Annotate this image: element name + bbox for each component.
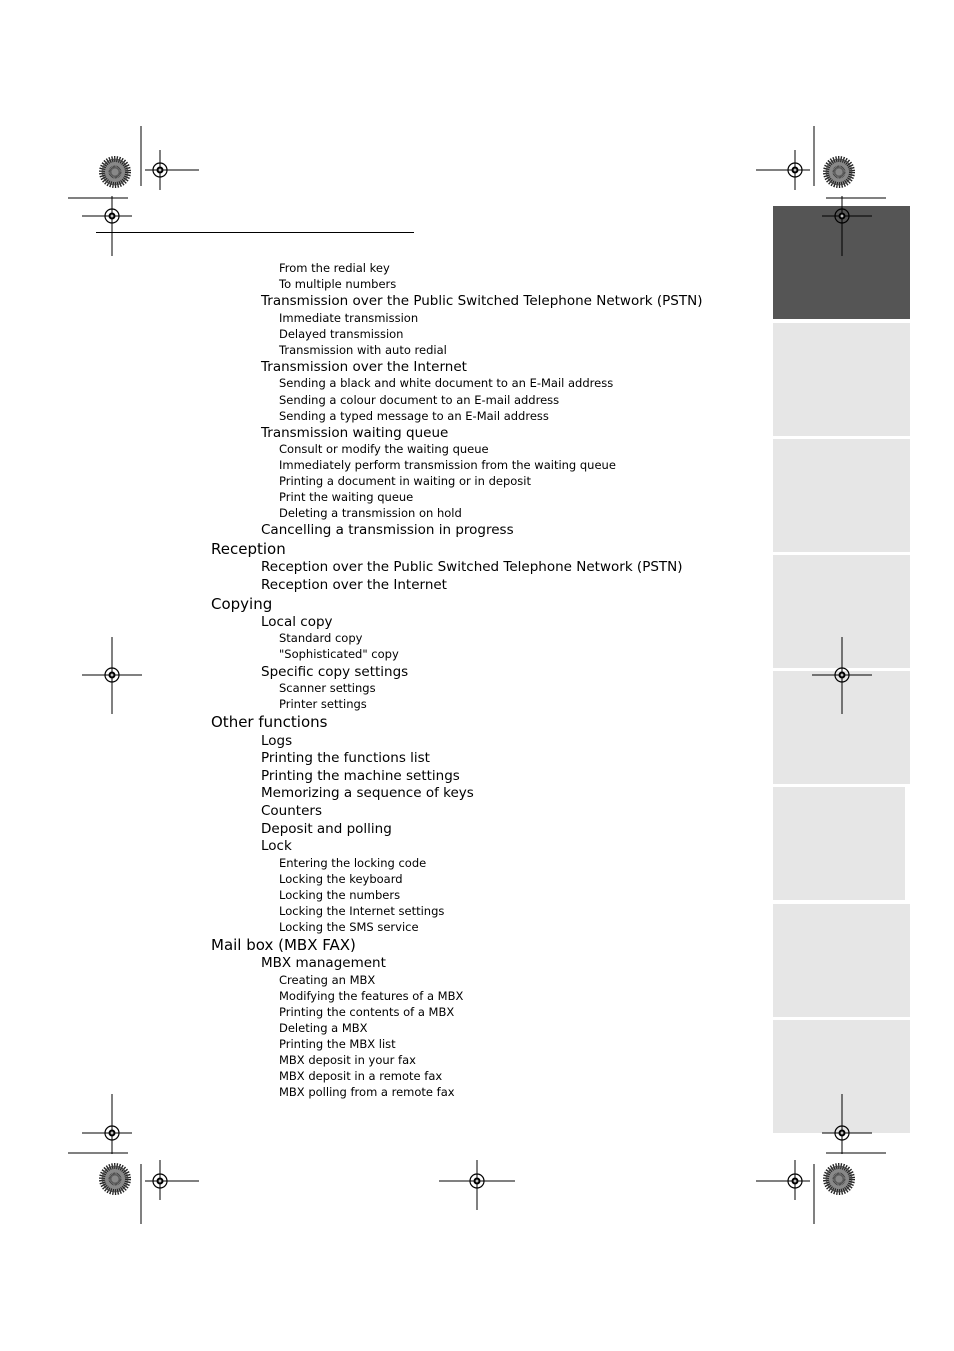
toc-entry: Lock: [261, 838, 292, 854]
registration-mark: [82, 637, 142, 714]
toc-entry: To multiple numbers: [279, 277, 397, 291]
toc-section-heading: Copying: [211, 595, 273, 613]
toc-entry: Printing the machine settings: [261, 768, 460, 784]
toc-entry: Locking the SMS service: [279, 920, 419, 934]
toc-entry: Printing a document in waiting or in deposit: [279, 474, 531, 488]
toc-entry: Entering the locking code: [279, 856, 427, 870]
toc-entry: Reception over the Public Switched Telephone Network (PSTN): [261, 559, 683, 575]
toc-entry: Consult or modify the waiting queue: [279, 442, 489, 456]
toc-entry: Delayed transmission: [279, 327, 404, 341]
toc-entry: Printing the contents of a MBX: [279, 1005, 455, 1019]
registration-mark: [439, 1160, 515, 1210]
toc-entry: Printer settings: [279, 697, 367, 711]
toc-entry: Counters: [261, 803, 322, 819]
toc-entry: Printing the MBX list: [279, 1037, 396, 1051]
toc-entry: Deposit and polling: [261, 821, 392, 837]
toc-section-heading: Other functions: [211, 713, 328, 731]
toc-entry: Locking the keyboard: [279, 872, 403, 886]
toc-entry: Reception over the Internet: [261, 577, 447, 593]
toc-entry: Standard copy: [279, 631, 363, 645]
toc-entry: Locking the Internet settings: [279, 904, 445, 918]
toc-entry: Local copy: [261, 614, 333, 630]
registration-mark: [756, 1094, 886, 1224]
toc-entry: Sending a colour document to an E-mail address: [279, 393, 560, 407]
registration-mark: [68, 1094, 199, 1224]
toc-entry: Immediately perform transmission from the waiting queue: [279, 458, 616, 472]
toc-entry: "Sophisticated" copy: [279, 647, 399, 661]
toc-entry: Sending a typed message to an E-Mail address: [279, 409, 549, 423]
toc-entry: MBX deposit in your fax: [279, 1053, 416, 1067]
toc-entry: Deleting a MBX: [279, 1021, 368, 1035]
toc-entry: Cancelling a transmission in progress: [261, 522, 514, 538]
toc-section-heading: Mail box (MBX FAX): [211, 936, 356, 954]
toc-entry: Modifying the features of a MBX: [279, 989, 464, 1003]
toc-entry: Locking the numbers: [279, 888, 401, 902]
toc-entry: Print the waiting queue: [279, 490, 414, 504]
toc-entry: Transmission waiting queue: [261, 425, 449, 441]
registration-mark: [756, 126, 886, 256]
toc-section-heading: Reception: [211, 540, 286, 558]
toc-entry: Transmission with auto redial: [279, 343, 447, 357]
toc-entry: Memorizing a sequence of keys: [261, 785, 474, 801]
registration-mark: [812, 637, 872, 714]
toc-entry: Transmission over the Public Switched Telephone Network (PSTN): [261, 293, 703, 309]
toc-entry: Deleting a transmission on hold: [279, 506, 462, 520]
toc-entry: Creating an MBX: [279, 973, 376, 987]
toc-entry: MBX management: [261, 955, 386, 971]
toc-entry: Transmission over the Internet: [261, 359, 467, 375]
toc-entry: Sending a black and white document to an E-Mail address: [279, 376, 614, 390]
toc-entry: Scanner settings: [279, 681, 376, 695]
toc-entry: From the redial key: [279, 261, 390, 275]
toc-entry: MBX polling from a remote fax: [279, 1085, 455, 1099]
toc-entry: Specific copy settings: [261, 664, 409, 680]
toc-entry: MBX deposit in a remote fax: [279, 1069, 443, 1083]
toc-entry: Printing the functions list: [261, 750, 430, 766]
toc-entry: Immediate transmission: [279, 311, 419, 325]
toc-entry: Logs: [261, 733, 293, 749]
registration-mark: [68, 126, 199, 256]
